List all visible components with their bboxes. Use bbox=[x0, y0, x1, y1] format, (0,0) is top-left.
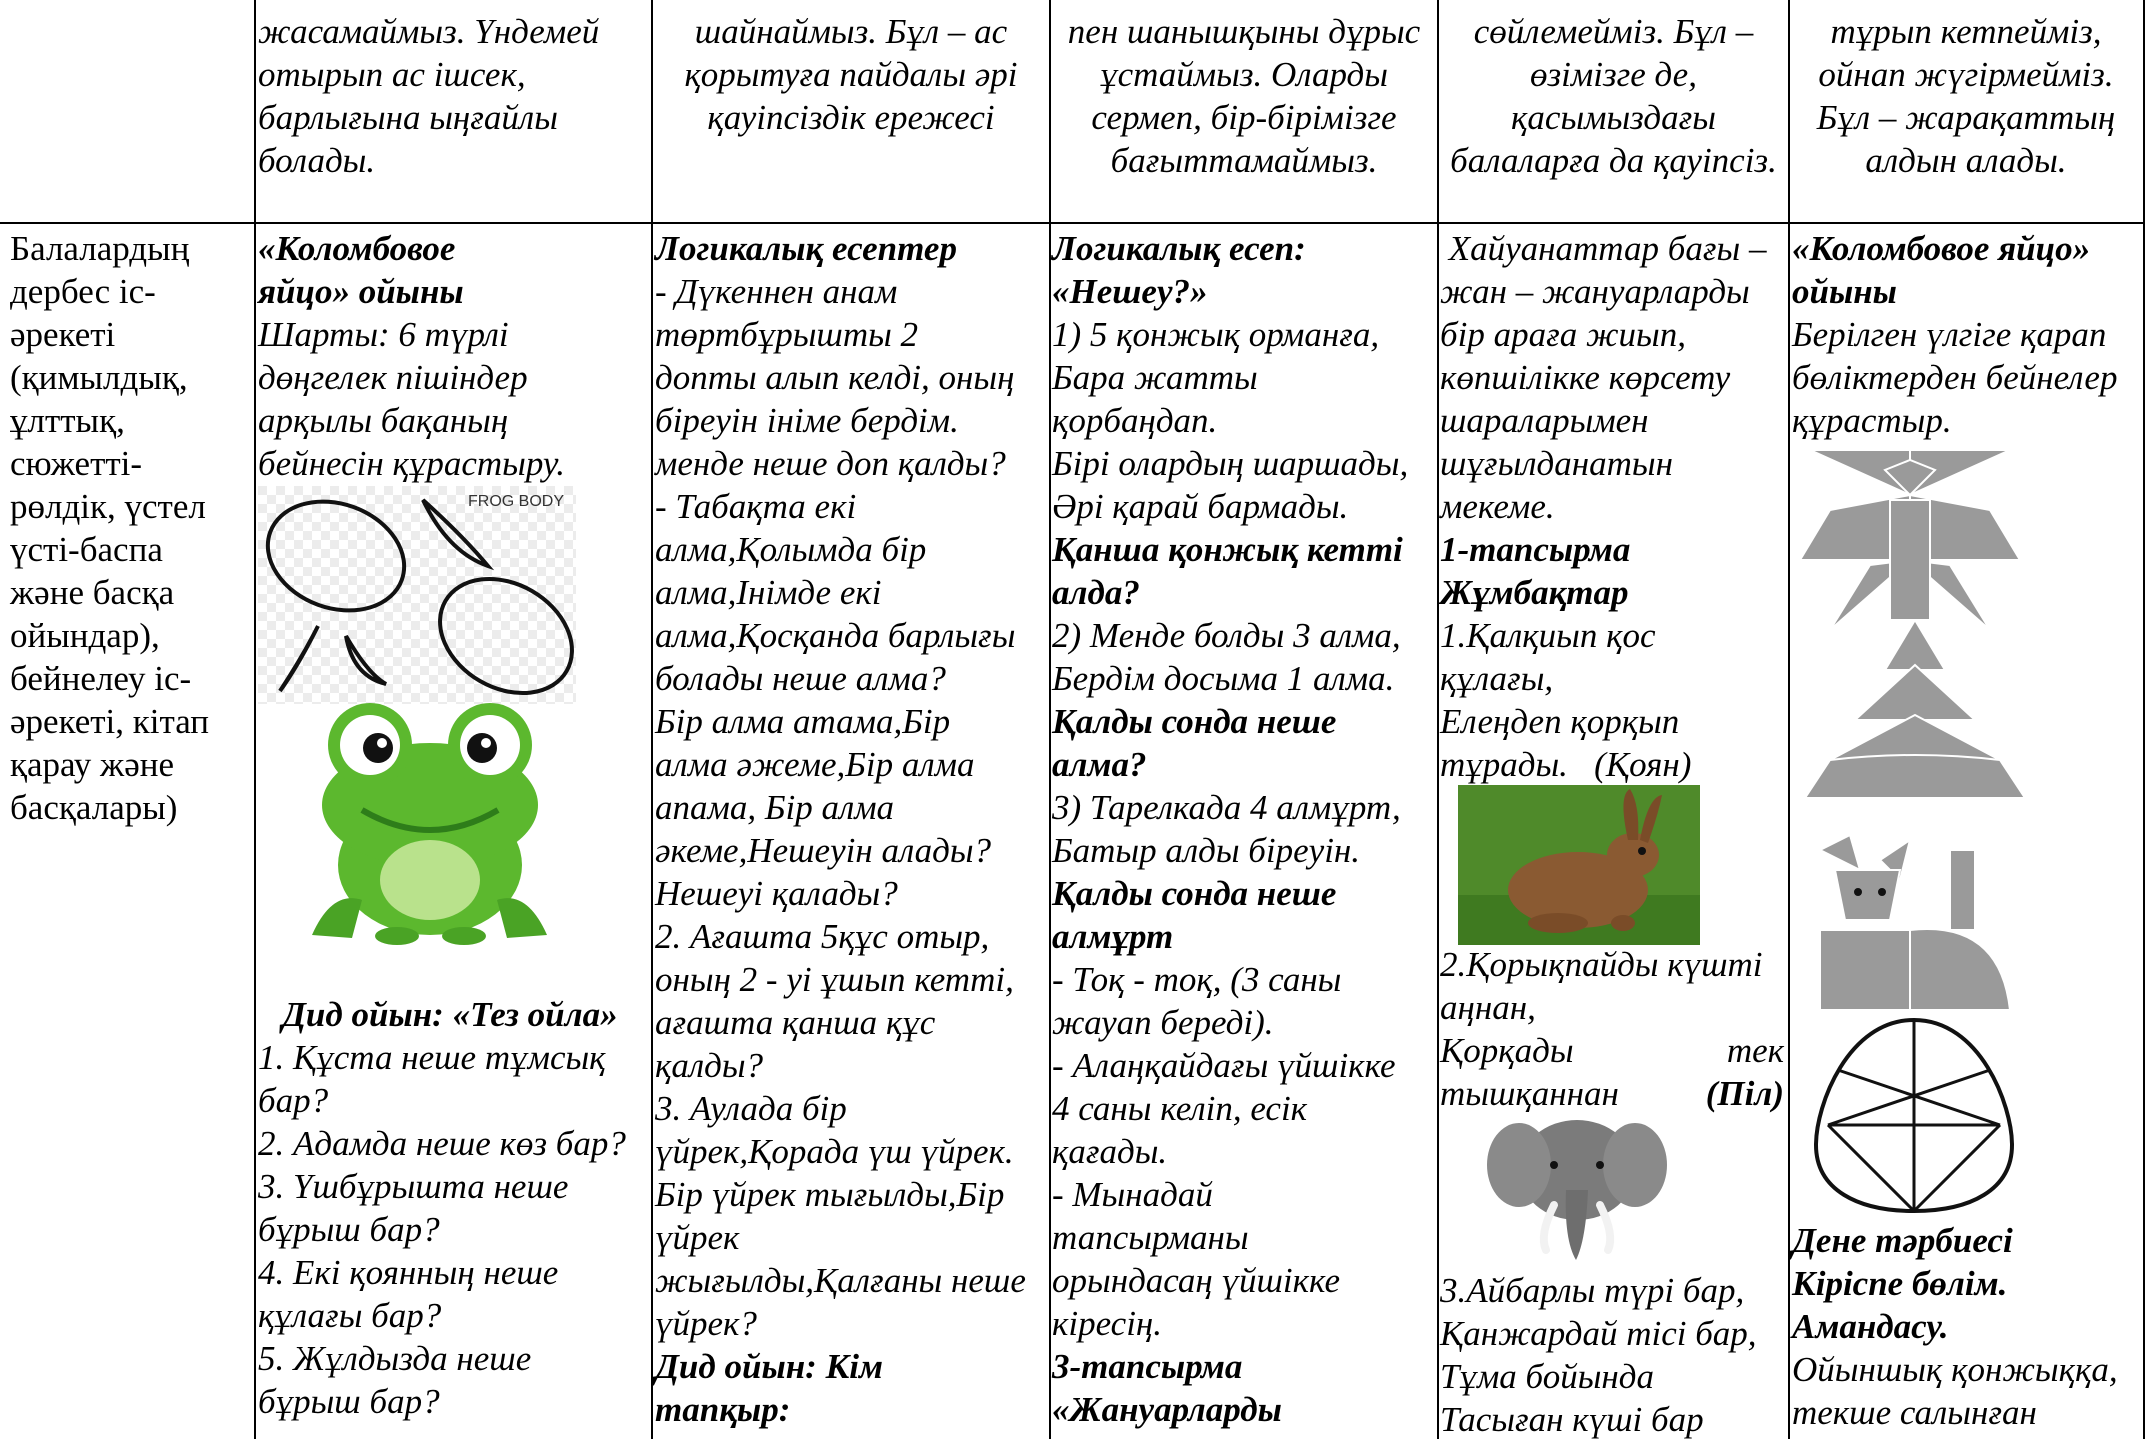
table-vline-3 bbox=[1049, 0, 1051, 1439]
cat-shape-image bbox=[1800, 830, 2030, 1010]
elephant-image bbox=[1484, 1110, 1670, 1270]
col3-text: Логикалық есеп: «Нешеу?» 1) 5 қонжық орманға, Бара жатты қорбаңдап. Бірі олардың шаршады, Әрі қарай бармады. Қанша қонжық кетті алда? 2) Менде болды 3 алма, Бердім досыма 1 алма. Қалды сонда неше алма? 3) Тарелкада 4 алмұрт, Батыр алды біреуін. Қалды сонда неше алмұрт - Тоқ - тоқ, (3 саны жауап береді). - Алаңқайдағы үйшікке 4 саны келіп, есік қағады. - Мынадай тапсырманы орындасаң үйшікке кіресің. 3-тапсырма «Жануарларды bbox=[1052, 229, 1409, 1429]
table-hline bbox=[0, 222, 2145, 224]
top-cell-4: сөйлемейміз. Бұл – өзімізге де, қасымыздағы балаларға да қауіпсіз. bbox=[1450, 12, 1777, 180]
col1-game-text: Дид ойын: «Тез ойла» 1. Құста неше тұмсық бар? 2. Адамда неше көз бар? 3. Үшбұрышта неше бұрыш бар? 4. Екі қоянның неше құлағы бар? 5. Жұлдызда неше бұрыш бар? bbox=[258, 995, 626, 1421]
frog-body-shapes-image bbox=[258, 486, 576, 704]
butterfly-shape-image bbox=[1790, 440, 2030, 640]
table-vline-5 bbox=[1788, 0, 1790, 1439]
col1-top-text: «Коломбовое яйцо» ойыны Шарты: 6 түрлі дөңгелек пішіндер арқылы бақаның бейнесін құрастыру. bbox=[258, 229, 565, 483]
top-cell-1: жасамаймыз. Үндемей отырып ас ішсек, барлығына ыңғайлы болады. bbox=[258, 12, 600, 180]
frog-image bbox=[292, 700, 567, 948]
col2-text: Логикалық есептер - Дүкеннен анам төртбұрышты 2 допты алып келді, оның біреуін ініме бердім. менде неше доп қалды? - Табақта екі алма,Қолымда бір алма,Інімде екі алма,Қосқанда барлығы болады неше алма? Бір алма атама,Бір алма әжеме,Бір алма апама, Бір алма әкеме,Нешеуін алады? Нешеуі қалады? 2. Ағашта 5құс отыр, оның 2 - уі ұшып кетті, ағашта қанша құс қалды? 3. Аулада бір үйрек,Қорада үш үйрек. Бір үйрек тығылды,Бір үйрек жығылды,Қалғаны неше үйрек? Дид ойын: Кім тапқыр: bbox=[655, 229, 1026, 1429]
table-vline-6 bbox=[2143, 0, 2145, 1439]
col4-top-text: Хайуанаттар бағы – жан – жануарларды бір араға жиып, көпшілікке көрсету шараларымен шұғылданатын мекеме. 1-тапсырма Жұмбақтар 1.Қалқиып қос құлағы, Елеңдеп қорқып тұрады. (Қоян) bbox=[1440, 229, 1767, 784]
frog-body-label: FROG BODY bbox=[468, 493, 565, 510]
col4-riddle3: 3.Айбарлы түрі бар, Қанжардай тісі бар, Тұма бойында Тасыған күші бар bbox=[1440, 1271, 1757, 1439]
row-label: Балалардың дербес іс- әрекеті (қимылдық, ұлттық, сюжетті- рөлдік, үстел үсті-баспа және басқа ойындар), бейнелеу іс- әрекеті, кітап қарау және басқалары) bbox=[10, 229, 210, 827]
top-cell-2: шайнаймыз. Бұл – ас қорытуға пайдалы әрі қауіпсіздік ережесі bbox=[684, 12, 1018, 137]
col5-bottom-text: Дене тәрбиесі Кіріспе бөлім. Амандасу. Ойыншық қонжыққа, текше салынған bbox=[1792, 1221, 2118, 1432]
col4-riddle2: 2.Қорықпайды күшті аңнан, Қорқады тек тышқаннан (Піл) bbox=[1440, 945, 1784, 1113]
egg-diagram-image bbox=[1808, 1015, 2020, 1215]
hare-image bbox=[1458, 785, 1700, 945]
top-cell-5: тұрып кетпейміз, ойнап жүгірмейміз. Бұл – жарақаттың алдын алады. bbox=[1816, 12, 2116, 180]
tree-shape-image bbox=[1800, 620, 2030, 800]
table-vline-2 bbox=[651, 0, 653, 1439]
top-cell-3: пен шанышқыны дұрыс ұстаймыз. Оларды сермеп, бір-бірімізге бағыттамаймыз. bbox=[1067, 12, 1421, 180]
table-vline-1 bbox=[254, 0, 256, 1439]
col5-top-text: «Коломбовое яйцо» ойыны Берілген үлгіге қарап бөліктерден бейнелер құрастыр. bbox=[1792, 229, 2118, 440]
